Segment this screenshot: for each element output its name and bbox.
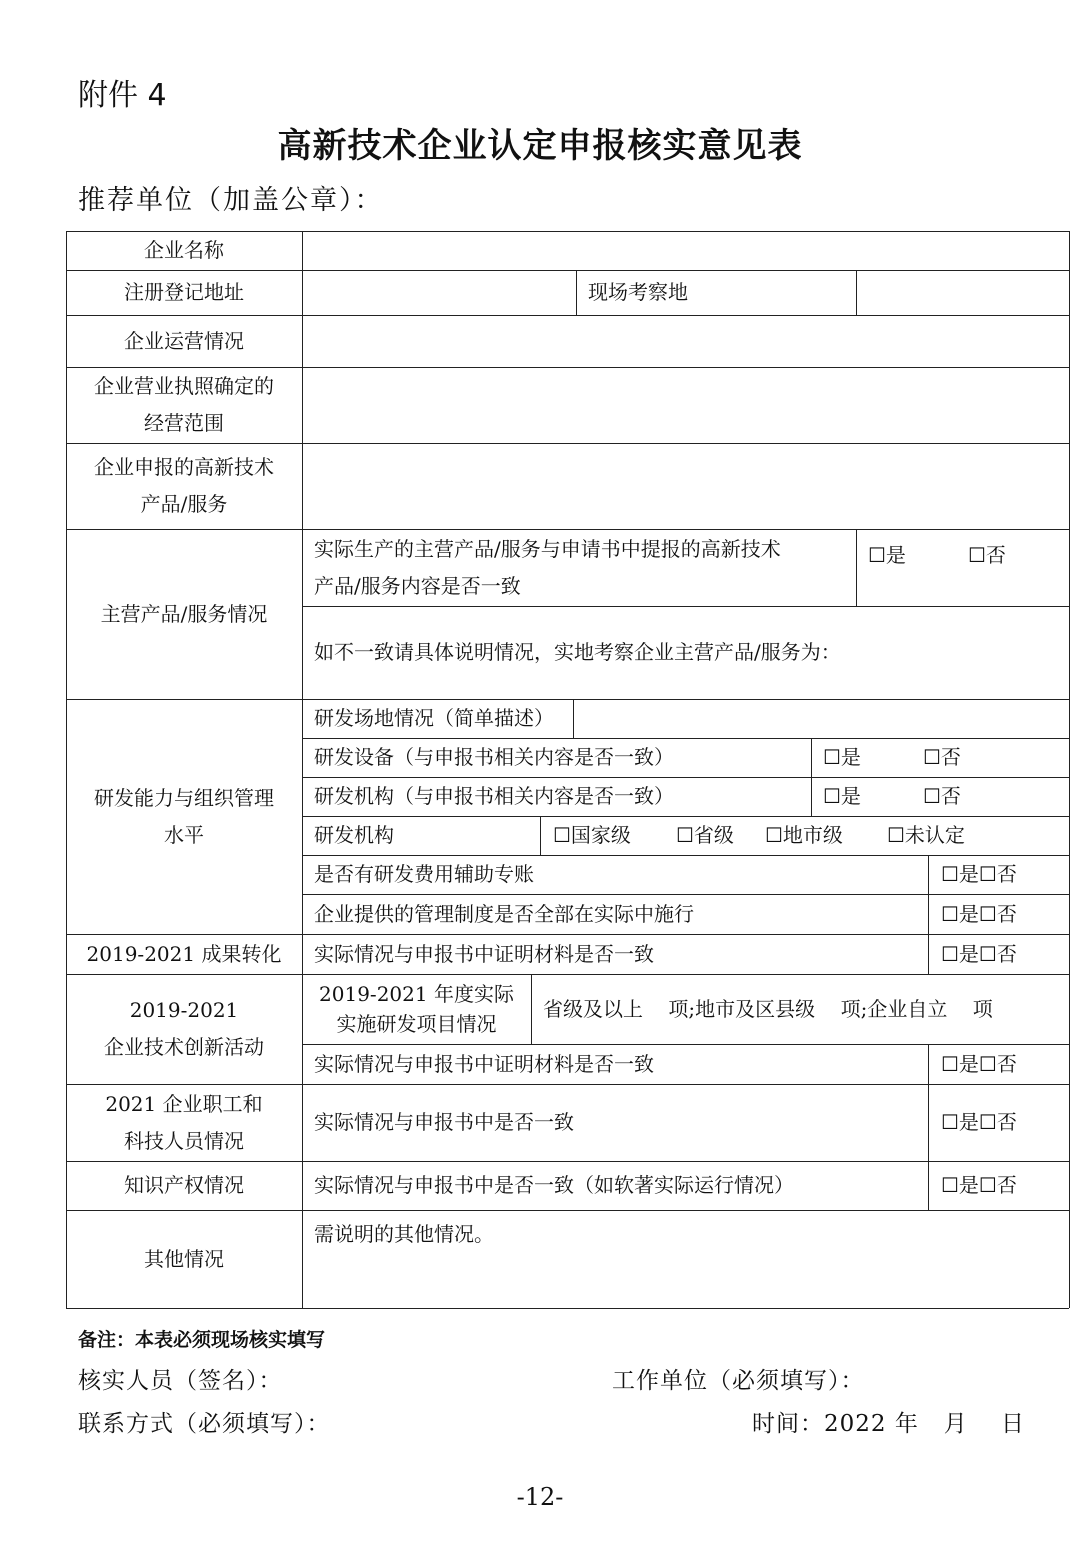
- recommend-unit-label: 推荐单位（加盖公章）：: [78, 185, 384, 216]
- reg-address-label: 注册登记地址: [124, 280, 244, 304]
- main-product-explain: 如不一致请具体说明情况，实地考察企业主营产品/服务为：: [314, 640, 841, 664]
- ip-question: 实际情况与申报书中是否一致（如软著实际运行情况）: [314, 1173, 794, 1197]
- rd-capability-line2: 水平: [164, 822, 204, 847]
- hitech-product-line1: 企业申报的高新技术: [94, 455, 274, 479]
- achievement-label: 2019-2021 成果转化: [86, 941, 282, 966]
- site-visit-label: 现场考察地: [588, 280, 688, 304]
- achievement-checkboxes[interactable]: ☐是☐否: [941, 941, 1017, 966]
- innovation-project-counts: 省级及以上 项;地市及区县级 项;企业自立 项: [543, 996, 993, 1021]
- main-product-question: [302, 529, 856, 606]
- contact-label: 联系方式（必须填写）：: [78, 1411, 331, 1437]
- page-number: -12-: [516, 1483, 564, 1511]
- main-product-q-line1: 实际生产的主营产品/服务与申请书中提报的高新技术: [314, 536, 781, 561]
- innovation-question: 实际情况与申报书中证明材料是否一致: [314, 1051, 654, 1076]
- innovation-proj-line1: 2019-2021 年度实际: [319, 982, 514, 1006]
- staff-question: 实际情况与申报书中是否一致: [314, 1110, 574, 1134]
- mgmt-system-checkboxes[interactable]: ☐是☐否: [941, 901, 1017, 926]
- other-note: 需说明的其他情况。: [314, 1222, 494, 1246]
- hitech-product-line2: 产品/服务: [140, 492, 228, 516]
- rd-equipment-yes-checkbox[interactable]: ☐是: [823, 745, 861, 769]
- verification-form-table: [66, 231, 1069, 1308]
- business-scope-label: [66, 367, 302, 443]
- company-name-label: 企业名称: [144, 238, 224, 262]
- rd-equipment-label: 研发设备（与申报书相关内容是否一致）: [314, 745, 674, 769]
- operation-label: 企业运营情况: [124, 328, 244, 353]
- level-provincial-checkbox[interactable]: ☐省级: [676, 823, 734, 847]
- verifier-signature-label: 核实人员（签名）：: [78, 1368, 283, 1394]
- other-label: 其他情况: [144, 1246, 224, 1271]
- remark-note: 备注：本表必须现场核实填写: [78, 1329, 326, 1351]
- staff-line2: 科技人员情况: [124, 1128, 244, 1153]
- level-national-checkbox[interactable]: ☐国家级: [553, 823, 631, 847]
- staff-label: [66, 1084, 302, 1161]
- rd-org-no-checkbox[interactable]: ☐否: [923, 784, 961, 808]
- rd-org-label: 研发机构（与申报书相关内容是否一致）: [314, 784, 674, 808]
- rd-expense-label: 是否有研发费用辅助专账: [314, 862, 534, 886]
- ip-label: 知识产权情况: [124, 1173, 244, 1197]
- date-label: 时间：2022 年 月 日: [752, 1411, 1026, 1437]
- page-title: 高新技术企业认定申报核实意见表: [277, 126, 803, 166]
- innovation-project-label: [302, 974, 531, 1044]
- attachment-label: 附件 4: [78, 78, 167, 113]
- main-product-label: 主营产品/服务情况: [100, 601, 268, 626]
- achievement-question: 实际情况与申报书中证明材料是否一致: [314, 941, 654, 966]
- main-product-yes-checkbox[interactable]: ☐是: [868, 543, 906, 567]
- rd-expense-checkboxes[interactable]: ☐是☐否: [941, 862, 1017, 886]
- innovation-proj-line2: 实施研发项目情况: [336, 1012, 497, 1036]
- staff-checkboxes[interactable]: ☐是☐否: [941, 1110, 1017, 1134]
- rd-org-level-label: 研发机构: [314, 823, 394, 847]
- rd-capability-label: [66, 699, 302, 934]
- innovation-line2: 企业技术创新活动: [104, 1035, 264, 1059]
- innovation-checkboxes[interactable]: ☐是☐否: [941, 1051, 1017, 1076]
- hitech-product-label: [66, 443, 302, 529]
- rd-capability-line1: 研发能力与组织管理: [94, 785, 274, 810]
- innovation-label: [66, 974, 302, 1084]
- level-city-checkbox[interactable]: ☐地市级: [765, 823, 843, 847]
- main-product-no-checkbox[interactable]: ☐否: [968, 543, 1006, 567]
- innovation-line1: 2019-2021: [129, 998, 239, 1022]
- rd-site-label: 研发场地情况（简单描述）: [314, 706, 554, 730]
- main-product-q-line2: 产品/服务内容是否一致: [314, 573, 521, 598]
- rd-org-yes-checkbox[interactable]: ☐是: [823, 784, 861, 808]
- mgmt-system-label: 企业提供的管理制度是否全部在实际中施行: [314, 901, 694, 926]
- business-scope-line1: 企业营业执照确定的: [94, 374, 274, 398]
- work-unit-label: 工作单位（必须填写）：: [612, 1368, 865, 1394]
- level-none-checkbox[interactable]: ☐未认定: [887, 823, 965, 847]
- rd-equipment-no-checkbox[interactable]: ☐否: [923, 745, 961, 769]
- business-scope-line2: 经营范围: [144, 411, 224, 435]
- ip-checkboxes[interactable]: ☐是☐否: [941, 1173, 1017, 1197]
- staff-line1: 2021 企业职工和: [105, 1091, 263, 1116]
